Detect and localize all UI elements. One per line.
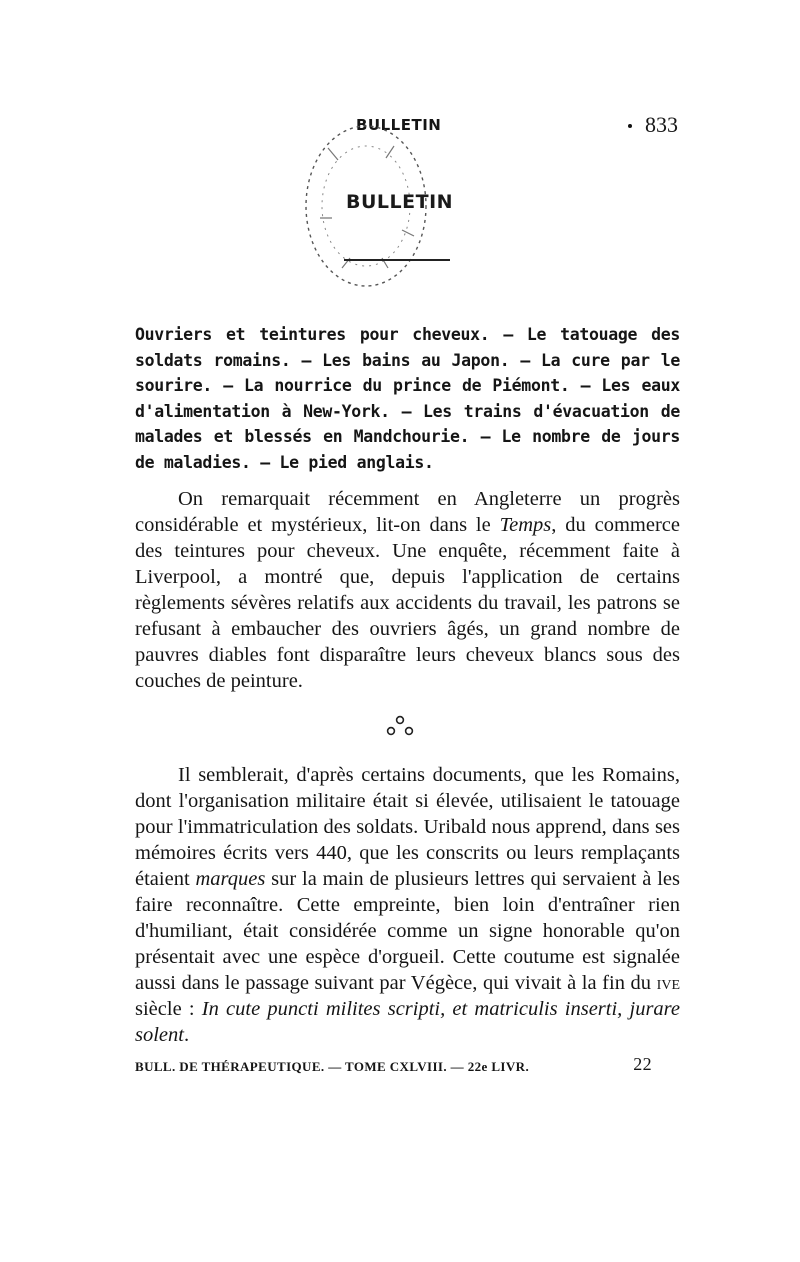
header-dot bbox=[628, 124, 632, 128]
paragraph-2-text-b: sur la main de plusieurs lettres qui servaient à les faire reconnaître. Cette empreinte, bien loin d'entraîner rien d'humiliant, était considérée comme un signe honorable qu'on présentait avec une espèce d'orgueil. Cette coutume est signalée aussi dans le passage suivant par Végèce, qui vivait à la fin du bbox=[135, 868, 680, 994]
paragraph-2-text-c: siècle : bbox=[135, 998, 202, 1020]
page-footer bbox=[135, 1054, 680, 1081]
stamp-text: BULLETIN bbox=[346, 191, 454, 213]
footer-signature: BULL. DE THÉRAPEUTIQUE. — TOME CXLVIII. — 22e LIVR. bbox=[135, 1059, 530, 1074]
article-summary: Ouvriers et teintures pour cheveux. — Le tatouage des soldats romains. — Les bains au Japon. — La cure par le sourire. — La nourrice du prince de Piémont. — Les eaux d'alimentation à New-York. — Les trains d'évacuation de malades et blessés en Mandchourie. — Le nombre de jours de maladies. — Le pied anglais. bbox=[135, 325, 680, 472]
header-rule bbox=[344, 259, 450, 261]
paragraph-2-marques: marques bbox=[195, 868, 266, 890]
paragraph-1-text-b: , du commerce des teintures pour cheveux. Une enquête, récemment faite à Liverpool, a montré que, depuis l'application de certains règlements sévères relatifs aux accidents du travail, les patrons se refusant à embaucher des ouvriers âgés, un grand nombre de pauvres diables font disparaître leurs cheveux blancs sous des couches de peinture. bbox=[135, 514, 680, 692]
paragraph-2 bbox=[135, 762, 680, 1048]
running-title: BULLETIN bbox=[356, 116, 442, 134]
paragraph-2-century: ive bbox=[656, 972, 680, 994]
paragraph-1 bbox=[135, 486, 680, 694]
paragraph-1-text-a: On remarquait récemment en Angleterre un progrès considérable et mystérieux, lit-on dans le bbox=[135, 488, 680, 536]
footer-sheet-number: 22 bbox=[633, 1054, 652, 1074]
paragraph-2-latin-quote: In cute puncti milites scripti, et matriculis inserti, jurare solent bbox=[135, 998, 680, 1046]
paragraph-2-text-a: Il semblerait, d'après certains documents, que les Romains, dont l'organisation militaire était si élevée, utilisaient le tatouage pour l'immatriculation des soldats. Uribald nous apprend, dans ses mémoires écrits vers 440, que les conscrits ou leurs remplaçants étaient bbox=[135, 764, 680, 890]
page-number: 833 bbox=[645, 112, 678, 137]
paragraph-2-end: . bbox=[183, 1024, 190, 1046]
section-separator-icon bbox=[380, 712, 420, 740]
paragraph-1-source: Temps bbox=[499, 514, 552, 536]
